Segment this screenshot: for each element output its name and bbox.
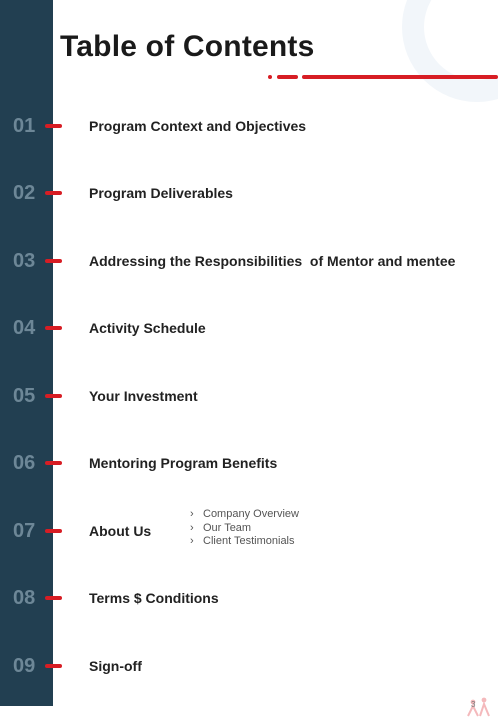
toc-dash	[45, 124, 62, 128]
toc-number: 07	[13, 520, 36, 542]
sub-item-label: Company Overview	[203, 508, 299, 520]
toc-item-04[interactable]	[0, 313, 498, 343]
toc-label: Addressing the Responsibilities of Mentor and mentee	[89, 253, 456, 269]
toc-dash	[45, 529, 62, 533]
toc-number: 06	[13, 452, 36, 474]
toc-label: Sign-off	[89, 658, 142, 674]
toc-item-09[interactable]	[0, 651, 498, 681]
toc-dash	[45, 664, 62, 668]
toc-item-06[interactable]	[0, 448, 498, 478]
toc-item-08[interactable]	[0, 583, 498, 613]
toc-item-03[interactable]	[0, 246, 498, 276]
toc-number: 08	[13, 587, 36, 609]
toc-label: About Us	[89, 523, 152, 539]
toc-dash	[45, 461, 62, 465]
toc-number: 05	[13, 385, 36, 407]
toc-dash	[45, 326, 62, 330]
sub-item-label: Client Testimonials	[203, 535, 295, 547]
toc-number: 04	[13, 317, 36, 339]
page-title: Table of Contents	[60, 30, 315, 63]
toc-number: 09	[13, 655, 36, 677]
sub-item-label: Our Team	[203, 521, 252, 534]
toc-item-07[interactable]	[0, 508, 498, 547]
title-rule-short	[277, 75, 298, 79]
toc-dash	[45, 596, 62, 600]
toc-item-02[interactable]	[0, 178, 498, 208]
toc-item-01[interactable]	[0, 111, 498, 141]
chevron-right-icon: ›	[190, 535, 194, 547]
brand-logo-icon	[464, 696, 492, 718]
toc-number: 02	[13, 182, 36, 204]
toc-label: Program Deliverables	[89, 185, 233, 201]
toc-number: 01	[13, 115, 36, 137]
title-rule-dot	[268, 75, 272, 79]
sub-item-our-team[interactable]	[190, 522, 299, 536]
toc-number: 03	[13, 250, 36, 272]
toc-item-05[interactable]	[0, 381, 498, 411]
toc-dash	[45, 191, 62, 195]
decorative-ring	[402, 0, 498, 102]
about-us-sublist	[190, 508, 299, 549]
toc-label: Mentoring Program Benefits	[89, 455, 278, 471]
sub-item-client-testimonials[interactable]	[190, 535, 299, 549]
toc-label: Terms $ Conditions	[89, 590, 219, 606]
toc-label: Your Investment	[89, 388, 198, 404]
toc-dash	[45, 259, 62, 263]
toc-label: Program Context and Objectives	[89, 118, 307, 134]
title-rule-long	[302, 75, 498, 79]
toc-dash	[45, 394, 62, 398]
toc-label: Activity Schedule	[89, 320, 206, 336]
chevron-right-icon: ›	[190, 521, 194, 534]
chevron-right-icon: ›	[190, 508, 194, 520]
sub-item-company-overview[interactable]	[190, 508, 299, 522]
page-number: 3	[471, 700, 476, 709]
